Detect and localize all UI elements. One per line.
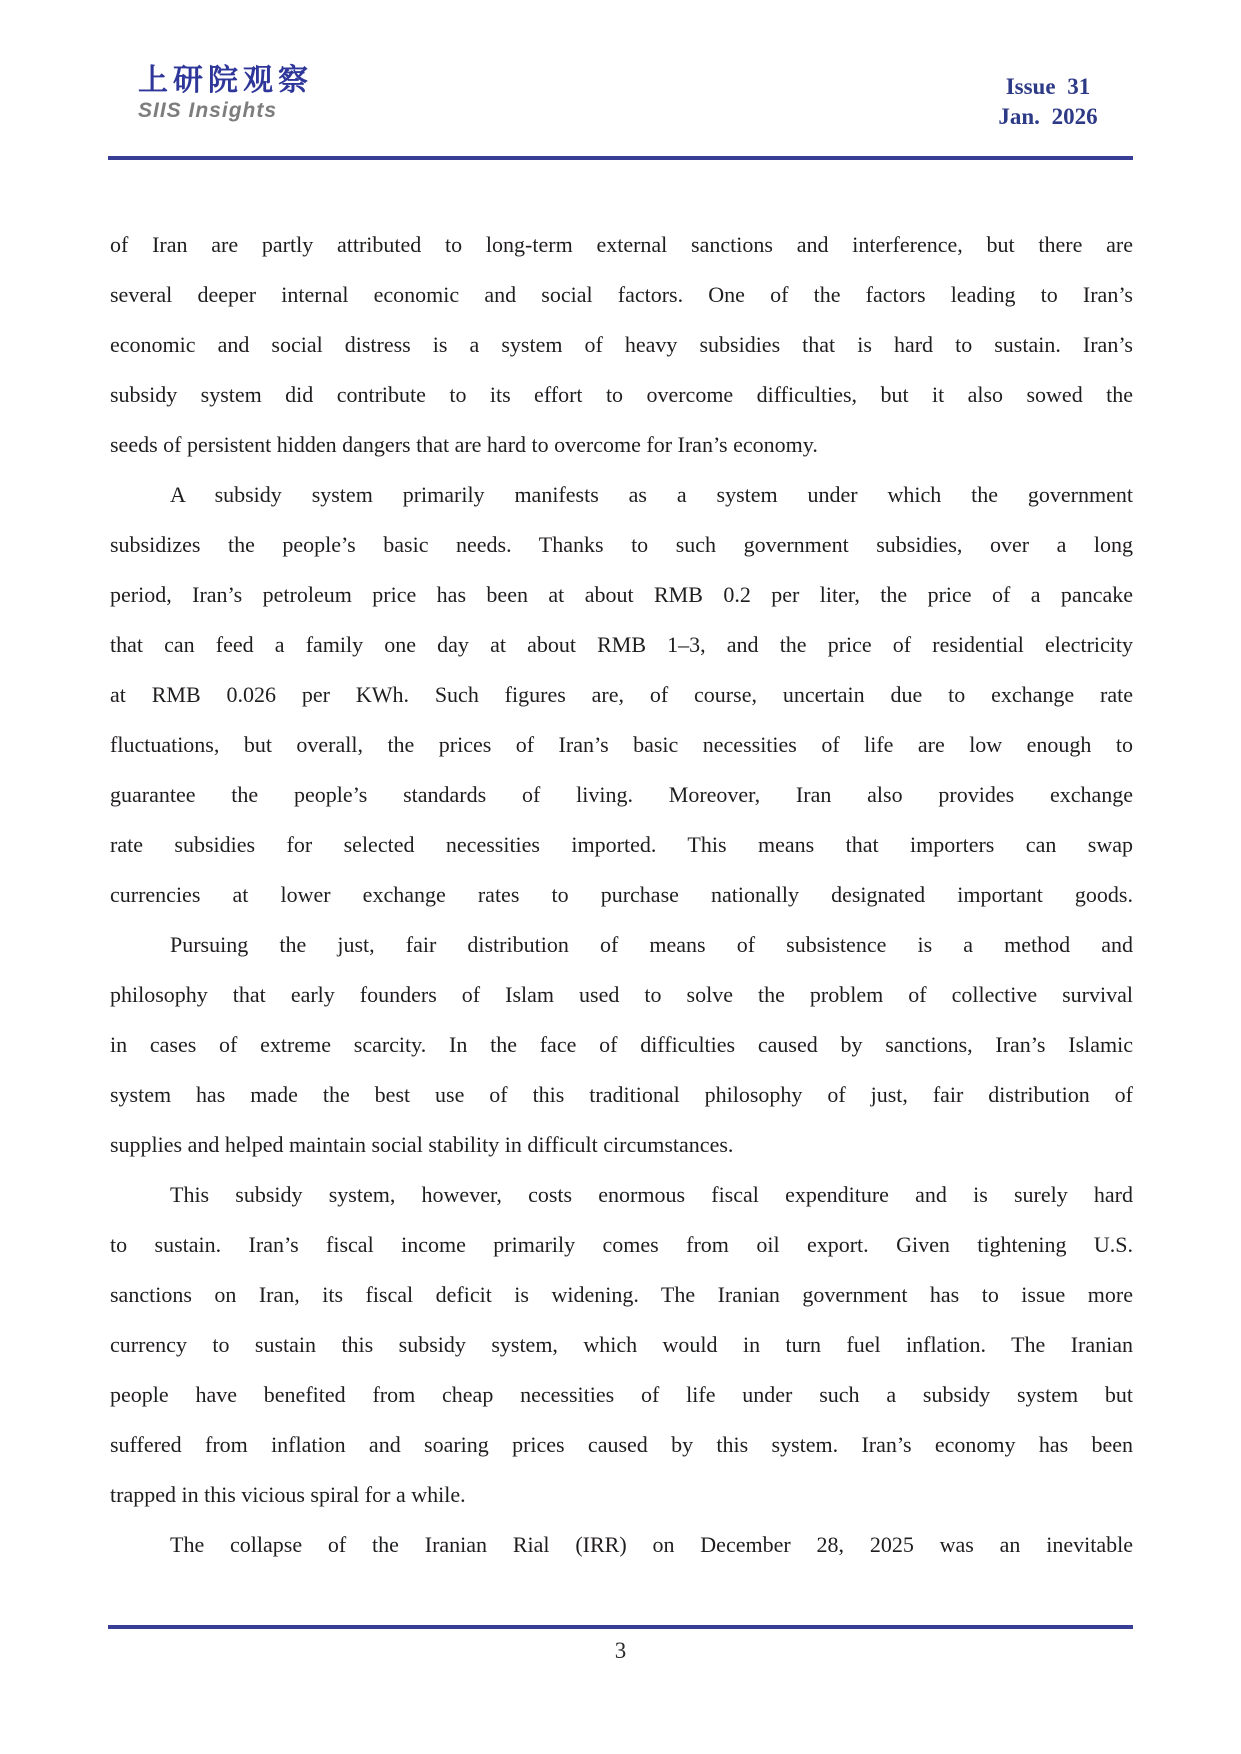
paragraph-line: Pursuing the just, fair distribution of means of subsistence is a method and — [170, 932, 1133, 957]
paragraph-line: sanctions on Iran, its fiscal deficit is widening. The Iranian government has to issue more — [110, 1282, 1133, 1307]
paragraph-line: guarantee the people’s standards of living. Moreover, Iran also provides exchange — [110, 782, 1133, 807]
paragraph-line: supplies and helped maintain social stability in difficult circumstances. — [110, 1132, 734, 1157]
paragraph-line: of Iran are partly attributed to long-term external sanctions and interference, but there are — [110, 232, 1133, 257]
paragraph-line: currency to sustain this subsidy system, which would in turn fuel inflation. The Iranian — [110, 1332, 1133, 1357]
logo-chinese-title: 上研院观察 — [138, 63, 313, 98]
paragraph-line: suffered from inflation and soaring prices caused by this system. Iran’s economy has been — [110, 1432, 1133, 1457]
paragraph-line: at RMB 0.026 per KWh. Such figures are, of course, uncertain due to exchange rate — [110, 682, 1133, 707]
publication-logo — [138, 62, 313, 122]
paragraph-line: The collapse of the Iranian Rial (IRR) on December 28, 2025 was an inevitable — [170, 1532, 1133, 1557]
page-number: 3 — [614, 1638, 627, 1663]
paragraph-line: seeds of persistent hidden dangers that are hard to overcome for Iran’s economy. — [110, 432, 818, 457]
footer-divider — [108, 1625, 1133, 1629]
paragraph-line: that can feed a family one day at about RMB 1–3, and the price of residential electricity — [110, 632, 1133, 657]
paragraph-line: philosophy that early founders of Islam used to solve the problem of collective survival — [110, 982, 1133, 1007]
issue-number: Issue 31 — [1005, 74, 1091, 99]
paragraph-line: trapped in this vicious spiral for a while. — [110, 1482, 466, 1507]
issue-date: Jan. 2026 — [998, 104, 1098, 129]
paragraph-line: several deeper internal economic and social factors. One of the factors leading to Iran’s — [110, 282, 1133, 307]
paragraph-line: currencies at lower exchange rates to purchase nationally designated important goods. — [110, 882, 1133, 907]
header-divider — [108, 156, 1133, 160]
paragraph-line: A subsidy system primarily manifests as a system under which the government — [170, 482, 1133, 507]
paragraph-line: fluctuations, but overall, the prices of Iran’s basic necessities of life are low enough to — [110, 732, 1133, 757]
issue-info — [968, 72, 1128, 132]
logo-english-subtitle: SIIS Insights — [138, 99, 278, 122]
paragraph-line: people have benefited from cheap necessities of life under such a subsidy system but — [110, 1382, 1133, 1407]
paragraph-line: This subsidy system, however, costs enormous fiscal expenditure and is surely hard — [170, 1182, 1133, 1207]
paragraph-line: economic and social distress is a system of heavy subsidies that is hard to sustain. Iran’s — [110, 332, 1133, 357]
paragraph-line: system has made the best use of this traditional philosophy of just, fair distribution of — [110, 1082, 1133, 1107]
paragraph-line: rate subsidies for selected necessities imported. This means that importers can swap — [110, 832, 1133, 857]
body-text — [110, 220, 1133, 1570]
paragraph-line: in cases of extreme scarcity. In the face of difficulties caused by sanctions, Iran’s Islamic — [110, 1032, 1133, 1057]
paragraph-line: subsidizes the people’s basic needs. Thanks to such government subsidies, over a long — [110, 532, 1133, 557]
paragraph-line: period, Iran’s petroleum price has been at about RMB 0.2 per liter, the price of a pancake — [110, 582, 1133, 607]
paragraph-line: to sustain. Iran’s fiscal income primarily comes from oil export. Given tightening U.S. — [110, 1232, 1133, 1257]
paragraph-line: subsidy system did contribute to its effort to overcome difficulties, but it also sowed the — [110, 382, 1133, 407]
